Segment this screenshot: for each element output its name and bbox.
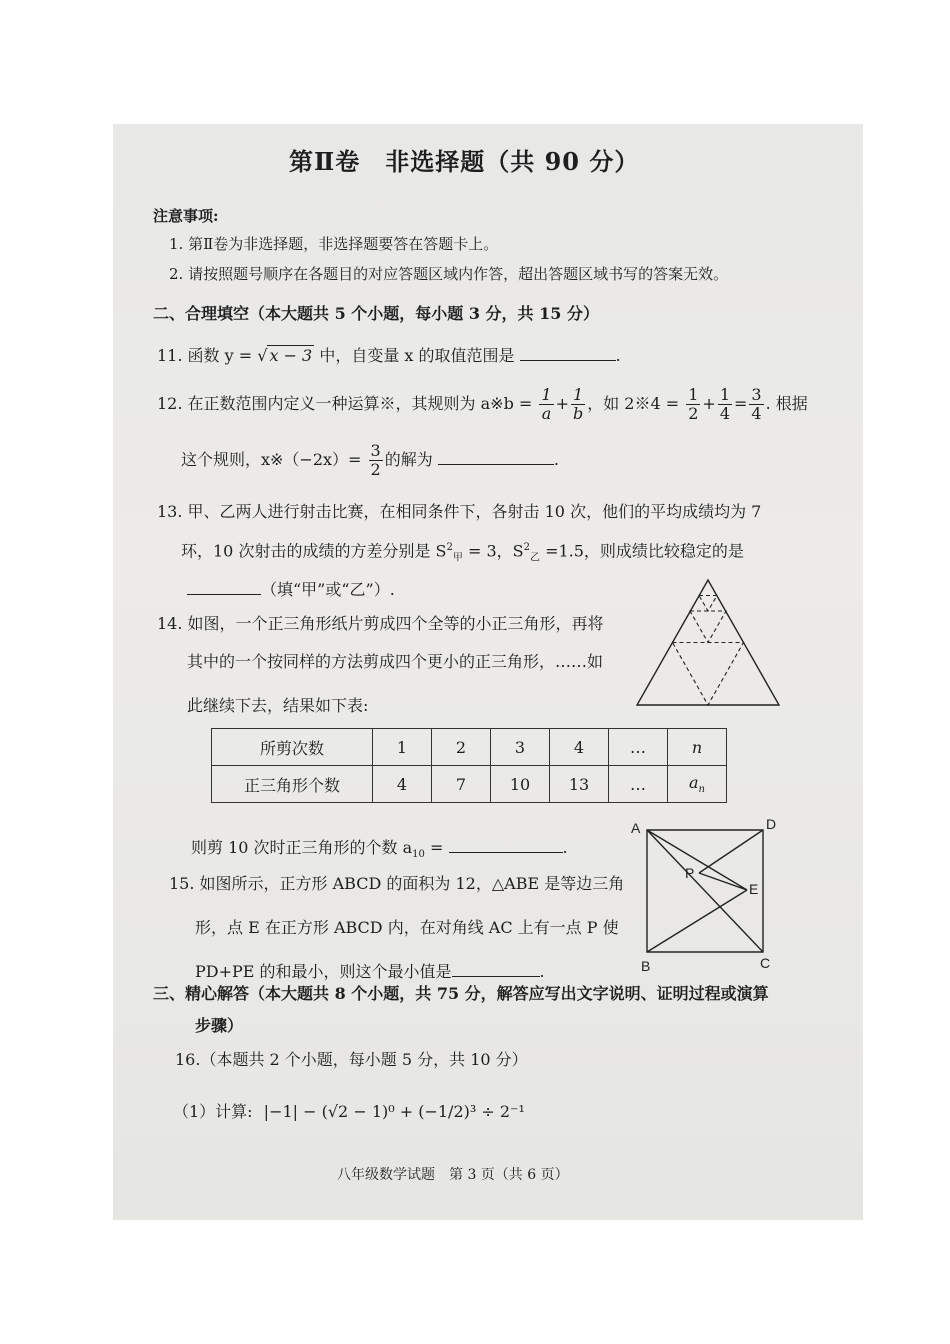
question-14-line-3: 此继续下去，结果如下表: — [187, 696, 369, 715]
q16-sub1-pre: （1）计算: — [173, 1102, 253, 1121]
label-c: C — [760, 955, 771, 971]
table-row — [212, 766, 727, 803]
q13-sup-2b: 2 — [523, 542, 530, 553]
q14-end: . — [562, 838, 568, 857]
segment-pd — [699, 830, 763, 873]
table-cell: $a_n$ — [668, 766, 727, 803]
q13-sub-jia: 甲 — [452, 552, 463, 564]
table-cell: … — [609, 766, 668, 803]
q13-mid: = 3，S — [462, 541, 524, 561]
table-row — [212, 729, 727, 766]
question-14-line-2: 其中的一个按同样的方法剪成四个更小的正三角形，……如 — [187, 652, 604, 671]
square-figure — [623, 818, 783, 978]
question-16-heading: 16.（本题共 2 个小题，每小题 5 分，共 10 分） — [175, 1050, 528, 1069]
q12-frac-1-over-b: $\frac{1}{b}$ — [572, 385, 584, 423]
question-13-line-1: 13. 甲、乙两人进行射击比赛，在相同条件下，各射击 10 次，他们的平均成绩均为 7 — [157, 502, 762, 521]
q12-pre: 12. 在正数范围内定义一种运算※，其规则为 a※b = — [157, 394, 533, 413]
q14-after-pre: 则剪 10 次时正三角形的个数 a — [191, 838, 413, 857]
question-16-sub-1 — [173, 1102, 525, 1122]
notice-item-1: 1. 第Ⅱ卷为非选择题，非选择题要答在答题卡上。 — [169, 235, 499, 253]
page-footer: 八年级数学试题 第 3 页（共 6 页） — [337, 1167, 569, 1183]
q16-expression: |−1| − (√2 − 1)⁰ + (−1/2)³ ÷ 2⁻¹ — [263, 1102, 525, 1121]
q12-frac-1-over-a: $\frac{1}{a}$ — [541, 385, 552, 423]
q12-mid: ，如 2※4 = — [587, 394, 680, 413]
q15-answer-blank[interactable] — [452, 960, 540, 977]
table-cell: 7 — [432, 766, 491, 803]
label-e: E — [749, 881, 759, 897]
section-3-heading-line-2: 步骤） — [195, 1016, 244, 1035]
q11-pre: 11. 函数 y = — [157, 346, 258, 365]
label-a: A — [631, 820, 641, 836]
sqrt-sign: √ — [257, 346, 268, 365]
question-15-line-1: 15. 如图所示，正方形 ABCD 的面积为 12，△ABE 是等边三角 — [169, 874, 625, 893]
table-cell: 1 — [373, 729, 432, 766]
table-cell: 4 — [550, 729, 609, 766]
question-12: 12. 在正数范围内定义一种运算※，其规则为 a※b = $\frac{1}{a}$ + $\frac{1}{b}$ ，如 2※4 = $\frac{1}{2}$ + $\frac{1}{4}$ = $\frac{3}{4}$ . 根据 — [157, 385, 808, 423]
segment-be — [647, 890, 747, 952]
question-13-line-2 — [181, 538, 744, 569]
q11-end: . — [615, 346, 621, 365]
sequence-table — [211, 728, 727, 803]
table-cell: n — [668, 729, 727, 766]
table-header-count: 正三角形个数 — [212, 766, 373, 803]
q14-sub-10: 10 — [412, 849, 425, 861]
q12-post: . 根据 — [765, 394, 808, 413]
label-p: P — [685, 865, 695, 881]
table-cell: 10 — [491, 766, 550, 803]
dashed-mid-triangle — [673, 643, 744, 706]
table-cell: … — [609, 729, 668, 766]
page-title: 第Ⅱ卷 非选择题（共 90 分） — [289, 147, 640, 176]
q11-radicand: x − 3 — [269, 346, 313, 365]
label-d: D — [766, 816, 777, 832]
q12-frac-three-quarters: $\frac{3}{4}$ — [751, 385, 762, 423]
q12-answer-blank[interactable] — [438, 448, 554, 465]
q12-line2-pre: 这个规则，x※（−2x）= — [181, 450, 362, 469]
question-14-after — [191, 836, 568, 865]
question-15-line-2: 形，点 E 在正方形 ABCD 内，在对角线 AC 上有一点 P 使 — [195, 918, 619, 937]
q14-answer-blank[interactable] — [449, 836, 563, 853]
q13-line2-post: =1.5，则成绩比较稳定的是 — [539, 541, 744, 561]
section-2-heading: 二、合理填空（本大题共 5 个小题，每小题 3 分，共 15 分） — [153, 304, 599, 323]
question-13-line-3 — [187, 578, 395, 600]
notice-heading: 注意事项: — [153, 207, 219, 225]
q12-end: . — [553, 450, 559, 469]
q15-end: . — [539, 962, 545, 981]
q12-frac-quarter: $\frac{1}{4}$ — [719, 385, 731, 423]
q13-line2-pre: 环，10 次射击的成绩的方差分别是 S — [181, 541, 447, 561]
section-3-heading: 三、精心解答（本大题共 8 个小题，共 75 分，解答应写出文字说明、证明过程或演算 — [153, 984, 769, 1003]
label-b: B — [641, 958, 651, 974]
table-cell: 13 — [550, 766, 609, 803]
table-cell: 2 — [432, 729, 491, 766]
triangle-figure — [635, 578, 781, 708]
q13-line3: （填“甲”或“乙”）. — [261, 580, 395, 599]
question-12-line-2 — [181, 442, 559, 479]
q13-sub-yi: 乙 — [529, 552, 540, 564]
q12-line2-post: 的解为 — [384, 450, 433, 469]
q12-frac-half: $\frac{1}{2}$ — [688, 385, 699, 423]
q11-answer-blank[interactable] — [520, 344, 616, 361]
notice-item-2: 2. 请按照题号顺序在各题目的对应答题区域内作答，超出答题区域书写的答案无效。 — [169, 265, 729, 283]
q13-sup-2a: 2 — [446, 542, 453, 553]
table-header-cuts: 所剪次数 — [212, 729, 373, 766]
segment-ae — [647, 830, 747, 890]
question-11 — [157, 344, 621, 366]
exam-paper — [113, 124, 863, 1220]
table-cell: 4 — [373, 766, 432, 803]
question-15-line-3 — [195, 960, 545, 982]
q12-frac-three-halves: $\frac{3}{2}$ — [370, 441, 381, 479]
question-14-line-1: 14. 如图，一个正三角形纸片剪成四个全等的小正三角形，再将 — [157, 614, 604, 633]
q13-answer-blank[interactable] — [187, 578, 261, 595]
q15-line3: PD+PE 的和最小，则这个最小值是 — [195, 962, 452, 981]
table-cell: 3 — [491, 729, 550, 766]
q14-after-post: = — [424, 838, 444, 857]
dashed-smallest-triangle — [699, 596, 717, 612]
q11-post: 中，自变量 x 的取值范围是 — [314, 346, 515, 365]
dashed-small-triangle — [690, 611, 726, 643]
